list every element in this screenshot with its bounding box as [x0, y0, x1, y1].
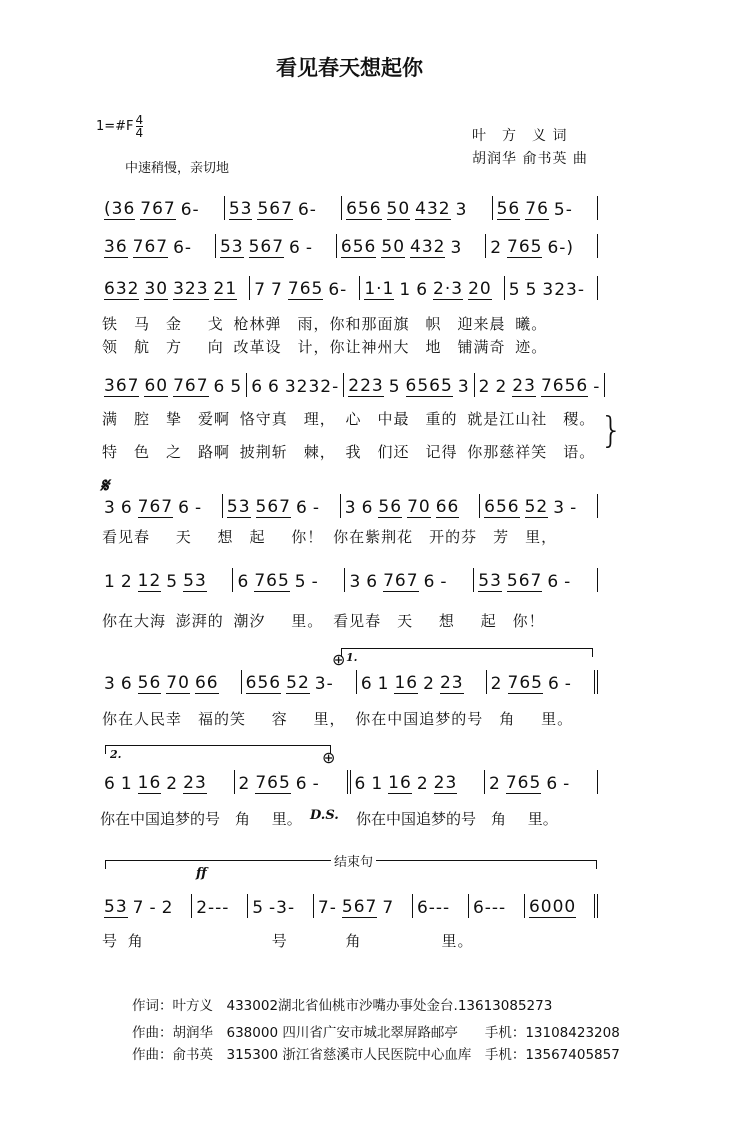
key-signature: [96, 114, 143, 139]
note-group: 6000: [528, 897, 577, 917]
dal-segno-mark: D.S.: [310, 808, 339, 823]
measure: [474, 568, 598, 592]
note-group: 1: [371, 774, 384, 794]
note-group: 6: [104, 774, 116, 794]
measure: [100, 196, 225, 220]
segno-sign: 𝄋: [100, 473, 109, 497]
note-group: 432: [415, 199, 451, 219]
score-line: [100, 494, 598, 518]
note-group: 6: [289, 238, 301, 258]
note-group: 567: [255, 497, 291, 517]
score-line: [100, 276, 598, 300]
note-group: 632: [104, 279, 140, 299]
note-group: 6: [547, 572, 560, 592]
note-group: 2: [238, 774, 251, 794]
note-group: 767: [132, 237, 169, 257]
note-group: 6: [366, 572, 379, 592]
note-group: 6: [237, 572, 250, 592]
footer-composer-1: 作曲：胡润华 638000 四川省广安市城北翠屏路邮亭 手机：13108423208: [132, 1025, 620, 1041]
note-group: 567: [506, 571, 543, 591]
note-group: 21: [213, 279, 238, 299]
note-group: 5: [252, 898, 265, 918]
note-group: 2---: [196, 898, 230, 918]
note-group: 656: [346, 199, 382, 219]
note-group: 52: [286, 673, 310, 693]
lyrics-line: 特 色 之 路啊 披荆斩 棘， 我 们还 记得 你那慈祥笑 语。: [102, 443, 596, 461]
note-group: 6---: [472, 898, 507, 918]
note-group: -: [570, 498, 578, 518]
note-group: -: [593, 377, 601, 397]
footer-lyricist: 作词：叶方义 433002湖北省仙桃市沙嘴办事处金台.13613085273: [132, 998, 553, 1014]
note-group: 2: [120, 572, 133, 592]
measure: [480, 494, 598, 518]
measure: [225, 196, 342, 220]
note-group: 765: [254, 571, 290, 591]
note-group: 1·1: [364, 279, 395, 299]
note-group: 53: [478, 571, 502, 591]
lyrics-line: 领 航 方 向 改革设 计，你让神州大 地 铺满奇 迹。: [102, 338, 548, 356]
note-group: 1: [104, 572, 116, 592]
note-group: 1: [377, 674, 390, 694]
note-group: 70: [166, 673, 190, 693]
measure: [247, 373, 344, 397]
lyricist-credit: 叶 方 义 词: [472, 128, 568, 144]
note-group: 3: [104, 498, 116, 518]
note-group: 3: [450, 238, 463, 258]
measure: [475, 373, 606, 397]
score-line: [100, 670, 598, 694]
note-group: 767: [383, 571, 419, 591]
note-group: 7656: [540, 376, 589, 396]
lyrics-line: 看见春 天 想 起 你！ 你在紫荆花 开的芬 芳 里，: [102, 528, 558, 546]
note-group: 6---: [416, 898, 451, 918]
tempo-marking: 中速稍慢，亲切地: [125, 161, 230, 176]
measure: [248, 894, 314, 918]
note-group: 765: [507, 237, 543, 257]
note-group: -: [305, 238, 314, 258]
note-group: 2·3: [433, 279, 464, 299]
note-group: 1: [120, 774, 133, 794]
measure: [100, 670, 242, 694]
note-group: 23: [183, 773, 207, 793]
measure: [357, 670, 487, 694]
score-line: [100, 234, 598, 258]
verse-brace: }: [600, 410, 623, 451]
note-group: -: [312, 774, 320, 794]
score-line: [100, 568, 598, 592]
composer-credit: 胡润华 俞书英 曲: [472, 151, 588, 167]
note-group: 6565: [405, 376, 453, 396]
note-group: 6: [360, 674, 373, 694]
note-group: 56: [137, 673, 162, 693]
note-group: 5: [525, 280, 538, 300]
measure: [505, 276, 598, 300]
note-group: 765: [255, 773, 291, 793]
note-group: 323-: [542, 280, 585, 300]
note-group: (36: [104, 199, 136, 219]
note-group: 3: [455, 200, 468, 220]
note-group: 3: [553, 498, 566, 518]
lyrics-line: 你在人民幸 福的笑 容 里， 你在中国追梦的号 角 里。: [102, 710, 574, 728]
note-group: 567: [341, 897, 378, 917]
measure: [233, 568, 345, 592]
note-group: 2: [423, 674, 435, 694]
note-group: 23: [439, 673, 464, 693]
note-group: 656: [484, 497, 520, 517]
coda-sign-2: ⊕: [322, 748, 336, 767]
note-group: 6: [251, 377, 264, 397]
lyrics-line: 你在中国追梦的号 角 里。: [100, 810, 302, 828]
measure: [100, 373, 247, 397]
note-group: 3232-: [284, 377, 340, 397]
note-group: 56: [496, 199, 521, 219]
measure: [525, 894, 598, 918]
lyrics-line: 满 腔 挚 爱啊 恪守真 理， 心 中最 重的 就是江山社 稷。: [102, 410, 596, 428]
note-group: 6: [120, 498, 133, 518]
note-group: 2: [495, 377, 508, 397]
measure: [100, 568, 233, 592]
note-group: 6: [361, 498, 374, 518]
note-group: 7: [382, 898, 395, 918]
note-group: 767: [173, 376, 209, 396]
measure: [242, 670, 357, 694]
note-group: 567: [248, 237, 285, 257]
lyrics-line: 号 角 号 角 里。: [102, 932, 474, 950]
note-group: 6: [416, 280, 429, 300]
note-group: 52: [524, 497, 549, 517]
measure: [314, 894, 413, 918]
note-group: 20: [468, 279, 492, 299]
second-ending-bracket: [105, 745, 331, 754]
note-group: 767: [140, 199, 176, 219]
note-group: 6: [268, 377, 280, 397]
measure: [250, 276, 360, 300]
lyrics-line: 你在大海 澎湃的 潮汐 里。 看见春 天 想 起 你！: [102, 612, 545, 630]
note-group: -: [311, 572, 319, 592]
note-group: -: [564, 674, 572, 694]
first-ending-label: 1.: [346, 651, 358, 664]
note-group: 12: [137, 571, 162, 591]
note-group: -: [563, 774, 571, 794]
note-group: 6: [354, 774, 367, 794]
end-phrase-label: 结束句: [331, 851, 376, 870]
song-title: [0, 52, 729, 82]
title-text: 看见春天想起你: [276, 55, 423, 80]
note-group: 7: [271, 280, 283, 300]
measure: [487, 670, 598, 694]
note-group: 30: [144, 279, 169, 299]
measure: [486, 234, 598, 258]
measure: [235, 770, 351, 794]
note-group: 223: [348, 376, 384, 396]
note-group: 6: [423, 572, 436, 592]
note-group: 6-: [180, 200, 200, 220]
measure: [341, 494, 480, 518]
note-group: -: [312, 498, 320, 518]
measure: [485, 770, 598, 794]
note-group: 36: [104, 237, 128, 257]
note-group: 6-: [297, 200, 317, 220]
note-group: 53: [104, 897, 128, 917]
note-group: -: [564, 572, 572, 592]
note-group: 5-: [553, 200, 573, 220]
note-group: 3: [349, 572, 362, 592]
note-group: 7: [132, 898, 145, 918]
note-group: 5: [508, 280, 521, 300]
note-group: 3: [457, 377, 470, 397]
note-group: 2: [490, 238, 503, 258]
lyrics-line: 铁 马 金 戈 枪林弹 雨，你和那面旗 帜 迎来晨 曦。: [102, 315, 548, 333]
note-group: 76: [525, 199, 549, 219]
note-group: 60: [144, 376, 169, 396]
note-group: 56: [378, 497, 403, 517]
note-group: 53: [183, 571, 207, 591]
time-bottom: 4: [135, 126, 144, 140]
note-group: 6: [178, 498, 190, 518]
note-group: 5: [294, 572, 307, 592]
note-group: 2: [161, 898, 174, 918]
note-group: 6: [120, 674, 133, 694]
measure: [345, 568, 474, 592]
note-group: 7: [254, 280, 267, 300]
note-group: 1: [399, 280, 412, 300]
time-signature: [136, 114, 144, 139]
note-group: 6: [213, 377, 226, 397]
note-group: 5: [166, 572, 179, 592]
note-group: 3-: [314, 674, 334, 694]
measure: [342, 196, 493, 220]
note-group: 2: [416, 774, 429, 794]
note-group: 16: [394, 673, 419, 693]
note-group: -3-: [269, 898, 296, 918]
measure: [192, 894, 248, 918]
note-group: 70: [407, 497, 431, 517]
note-group: 6-): [547, 238, 575, 258]
note-group: -: [149, 898, 157, 918]
note-group: 66: [194, 673, 219, 693]
measure: [100, 234, 216, 258]
note-group: 2: [490, 674, 503, 694]
measure: [216, 234, 337, 258]
note-group: 50: [381, 237, 406, 257]
note-group: 6-: [173, 238, 193, 258]
note-group: 16: [137, 773, 162, 793]
note-group: 765: [287, 279, 324, 299]
measure: [493, 196, 598, 220]
measure: [413, 894, 469, 918]
measure: [360, 276, 504, 300]
fortissimo-mark: ff: [196, 866, 207, 881]
note-group: 2: [478, 377, 491, 397]
measure: [223, 494, 341, 518]
score-line: [100, 770, 598, 794]
note-group: 765: [507, 673, 543, 693]
lyrics-line: 你在中国追梦的号 角 里。: [356, 810, 558, 828]
second-ending-label: 2.: [110, 748, 122, 761]
note-group: 6: [295, 774, 308, 794]
note-group: -: [194, 498, 203, 518]
note-group: 3: [104, 674, 116, 694]
measure: [100, 494, 223, 518]
note-group: 7-: [317, 898, 337, 918]
score-line: [100, 196, 598, 220]
note-group: 50: [386, 199, 411, 219]
note-group: 6: [546, 774, 559, 794]
measure: [100, 894, 192, 918]
time-top: 4: [135, 113, 144, 127]
note-group: 432: [410, 237, 446, 257]
note-group: 656: [340, 237, 377, 257]
note-group: 5: [230, 377, 243, 397]
note-group: 323: [173, 279, 209, 299]
measure: [469, 894, 525, 918]
measure: [351, 770, 486, 794]
note-group: -: [440, 572, 448, 592]
coda-sign: ⊕: [332, 650, 346, 669]
note-group: 3: [344, 498, 357, 518]
measure: [100, 770, 235, 794]
score-line: [100, 894, 598, 918]
note-group: 16: [388, 773, 412, 793]
note-group: 66: [435, 497, 460, 517]
note-group: 23: [512, 376, 536, 396]
note-group: 6: [295, 498, 308, 518]
first-ending-bracket: [341, 648, 593, 657]
measure: [337, 234, 486, 258]
score-line: [100, 373, 601, 397]
note-group: 2: [489, 774, 501, 794]
note-group: 767: [137, 497, 174, 517]
measure: [100, 276, 250, 300]
measure: [344, 373, 474, 397]
note-group: 367: [104, 376, 140, 396]
footer-composer-2: 作曲：俞书英 315300 浙江省慈溪市人民医院中心血库 手机：13567405857: [132, 1047, 620, 1063]
note-group: 53: [228, 199, 253, 219]
note-group: 53: [219, 237, 244, 257]
note-group: 2: [166, 774, 179, 794]
note-group: 567: [257, 199, 293, 219]
note-group: 6-: [328, 280, 348, 300]
note-group: 656: [245, 673, 282, 693]
note-group: 53: [226, 497, 251, 517]
note-group: 765: [505, 773, 542, 793]
key-text: 1=#F: [96, 119, 134, 134]
note-group: 5: [388, 377, 401, 397]
note-group: 6: [547, 674, 560, 694]
note-group: 23: [433, 773, 458, 793]
